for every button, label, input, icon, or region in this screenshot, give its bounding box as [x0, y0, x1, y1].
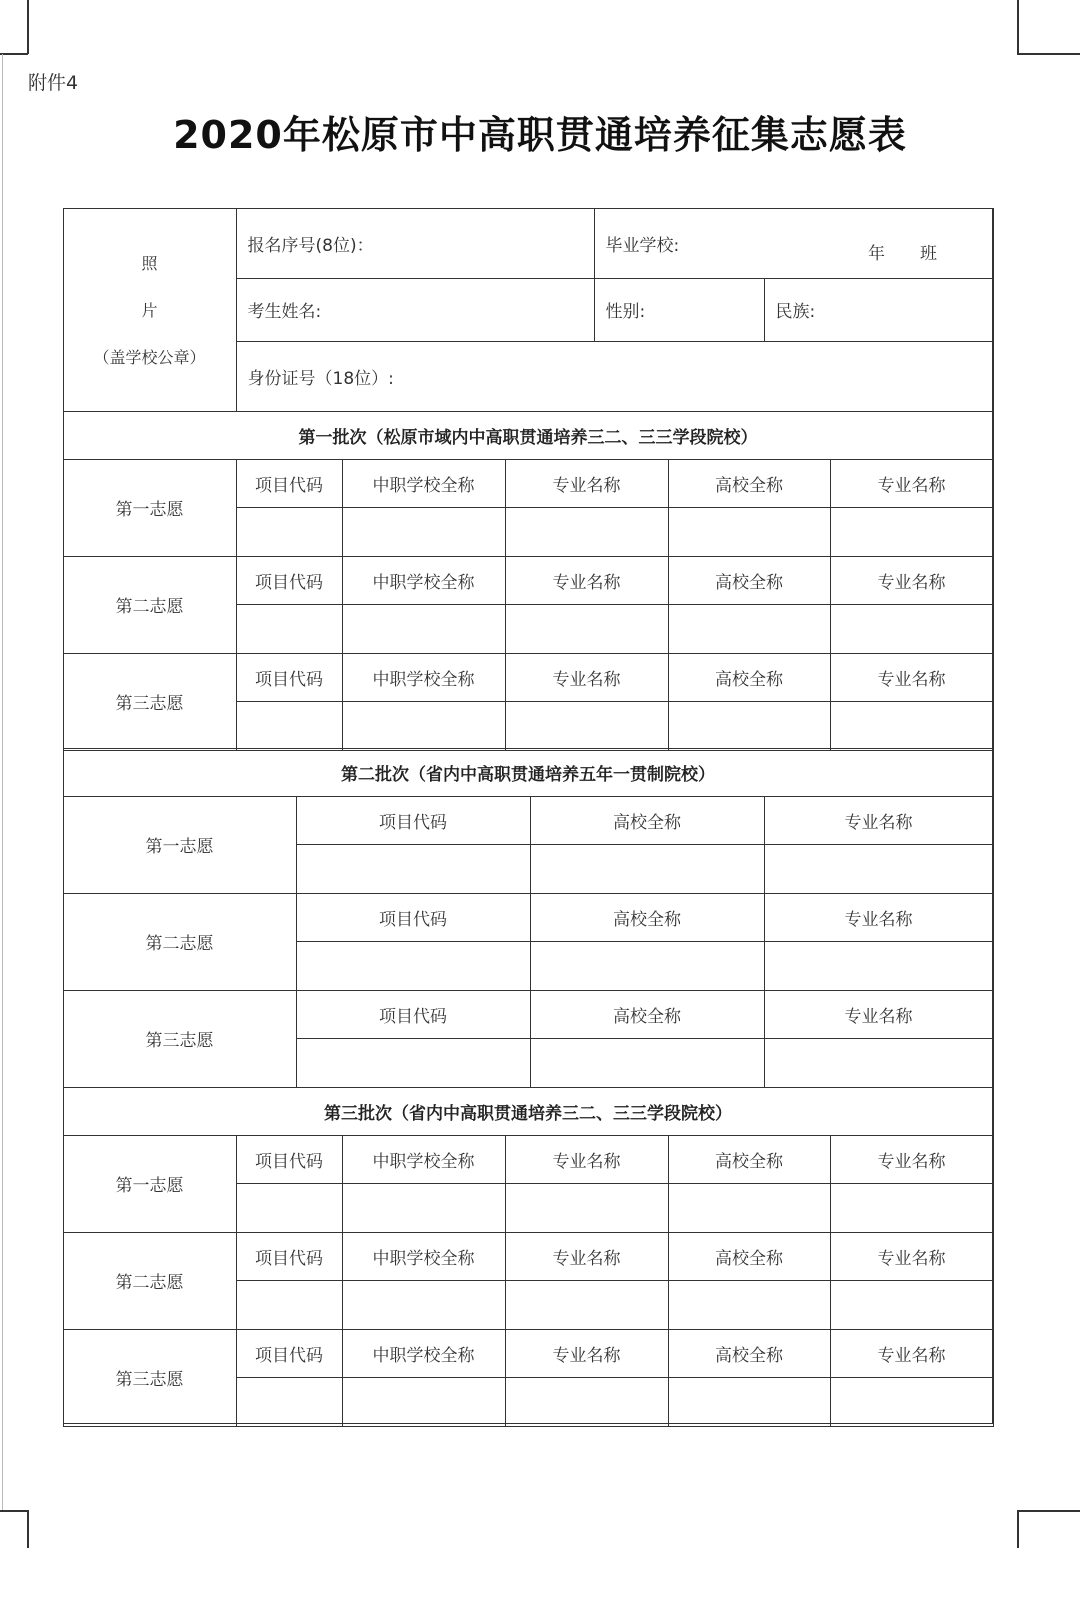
photo-area — [63, 208, 237, 412]
column-header: 高校全称 — [668, 1329, 831, 1378]
crop-mark-top-right — [1017, 0, 1019, 54]
year-label: 年 — [868, 244, 885, 264]
column-header: 高校全称 — [668, 1232, 831, 1281]
input-cell[interactable] — [830, 1183, 994, 1233]
input-cell[interactable] — [296, 941, 531, 991]
wish-label: 第三志愿 — [63, 653, 237, 751]
column-header: 高校全称 — [668, 653, 831, 702]
input-cell[interactable] — [505, 604, 669, 654]
input-cell[interactable] — [236, 701, 343, 751]
column-header: 项目代码 — [296, 990, 531, 1039]
grad-school-field[interactable]: 毕业学校: — [594, 208, 994, 279]
crop-mark-bottom-left — [27, 1510, 29, 1548]
wish-label: 第一志愿 — [63, 459, 237, 557]
crop-mark-top-left — [0, 53, 28, 55]
column-header: 中职学校全称 — [342, 459, 506, 508]
column-header: 中职学校全称 — [342, 1232, 506, 1281]
wish-label: 第三志愿 — [63, 1329, 237, 1427]
column-header: 专业名称 — [830, 459, 994, 508]
ethnicity-field[interactable]: 民族: — [764, 278, 994, 342]
column-header: 专业名称 — [505, 1329, 669, 1378]
input-cell[interactable] — [342, 1280, 506, 1330]
column-header: 专业名称 — [505, 459, 669, 508]
batch-title: 第二批次（省内中高职贯通培养五年一贯制院校） — [63, 748, 994, 797]
input-cell[interactable] — [830, 507, 994, 557]
input-cell[interactable] — [342, 507, 506, 557]
input-cell[interactable] — [830, 1280, 994, 1330]
input-cell[interactable] — [236, 507, 343, 557]
crop-mark-bottom-left — [0, 1510, 28, 1512]
column-header: 高校全称 — [668, 1135, 831, 1184]
batch-title: 第一批次（松原市域内中高职贯通培养三二、三三学段院校） — [63, 411, 994, 460]
column-header: 专业名称 — [505, 653, 669, 702]
crop-mark-top-right — [1017, 53, 1080, 55]
input-cell[interactable] — [236, 1280, 343, 1330]
column-header: 高校全称 — [668, 556, 831, 605]
column-header: 项目代码 — [236, 1135, 343, 1184]
column-header: 项目代码 — [236, 1329, 343, 1378]
column-header: 项目代码 — [236, 653, 343, 702]
reg-number-field[interactable]: 报名序号(8位)： — [236, 208, 595, 279]
input-cell[interactable] — [342, 604, 506, 654]
column-header: 专业名称 — [764, 893, 994, 942]
column-header: 专业名称 — [830, 1135, 994, 1184]
wish-label: 第一志愿 — [63, 1135, 237, 1233]
column-header: 专业名称 — [505, 556, 669, 605]
column-header: 专业名称 — [830, 1232, 994, 1281]
input-cell[interactable] — [296, 844, 531, 894]
column-header: 中职学校全称 — [342, 1329, 506, 1378]
gender-field[interactable]: 性别: — [594, 278, 765, 342]
input-cell[interactable] — [342, 1183, 506, 1233]
wish-label: 第二志愿 — [63, 893, 297, 991]
crop-mark-top-left — [27, 0, 29, 54]
input-cell[interactable] — [505, 1183, 669, 1233]
attachment-label: 附件4 — [28, 72, 79, 94]
batch-title: 第三批次（省内中高职贯通培养三二、三三学段院校） — [63, 1087, 994, 1136]
wish-label: 第二志愿 — [63, 556, 237, 654]
column-header: 专业名称 — [505, 1135, 669, 1184]
photo-label: 照 — [141, 254, 158, 273]
column-header: 专业名称 — [764, 990, 994, 1039]
name-field[interactable]: 考生姓名: — [236, 278, 595, 342]
column-header: 高校全称 — [530, 990, 765, 1039]
column-header: 项目代码 — [236, 556, 343, 605]
crop-mark-bottom-right — [1017, 1510, 1019, 1548]
input-cell[interactable] — [668, 701, 831, 751]
column-header: 专业名称 — [764, 796, 994, 845]
wish-label: 第二志愿 — [63, 1232, 237, 1330]
page-edge — [2, 54, 3, 1510]
column-header: 专业名称 — [830, 653, 994, 702]
input-cell[interactable] — [830, 604, 994, 654]
input-cell[interactable] — [530, 844, 765, 894]
input-cell[interactable] — [236, 604, 343, 654]
class-label: 班 — [920, 244, 937, 264]
column-header: 中职学校全称 — [342, 556, 506, 605]
column-header: 高校全称 — [530, 796, 765, 845]
input-cell[interactable] — [505, 1280, 669, 1330]
crop-mark-bottom-right — [1017, 1510, 1080, 1512]
column-header: 高校全称 — [668, 459, 831, 508]
input-cell[interactable] — [530, 1038, 765, 1088]
input-cell[interactable] — [764, 941, 994, 991]
input-cell[interactable] — [764, 1038, 994, 1088]
input-cell[interactable] — [530, 941, 765, 991]
photo-label: （盖学校公章） — [93, 348, 206, 367]
input-cell[interactable] — [668, 1377, 831, 1427]
column-header: 项目代码 — [236, 459, 343, 508]
input-cell[interactable] — [505, 701, 669, 751]
wish-label: 第一志愿 — [63, 796, 297, 894]
column-header: 中职学校全称 — [342, 653, 506, 702]
column-header: 项目代码 — [236, 1232, 343, 1281]
input-cell[interactable] — [668, 1280, 831, 1330]
column-header: 项目代码 — [296, 893, 531, 942]
input-cell[interactable] — [505, 507, 669, 557]
input-cell[interactable] — [236, 1377, 343, 1427]
column-header: 专业名称 — [830, 1329, 994, 1378]
column-header: 项目代码 — [296, 796, 531, 845]
input-cell[interactable] — [342, 1377, 506, 1427]
photo-label: 片 — [141, 301, 158, 320]
input-cell[interactable] — [830, 701, 994, 751]
input-cell[interactable] — [668, 507, 831, 557]
input-cell[interactable] — [342, 701, 506, 751]
column-header: 专业名称 — [830, 556, 994, 605]
input-cell[interactable] — [236, 1183, 343, 1233]
input-cell[interactable] — [296, 1038, 531, 1088]
input-cell[interactable] — [668, 1183, 831, 1233]
page-title: 2020年松原市中高职贯通培养征集志愿表 — [173, 113, 907, 157]
input-cell[interactable] — [668, 604, 831, 654]
column-header: 专业名称 — [505, 1232, 669, 1281]
input-cell[interactable] — [505, 1377, 669, 1427]
column-header: 中职学校全称 — [342, 1135, 506, 1184]
id-number-field[interactable]: 身份证号（18位）: — [236, 341, 994, 412]
column-header: 高校全称 — [530, 893, 765, 942]
input-cell[interactable] — [830, 1377, 994, 1427]
wish-label: 第三志愿 — [63, 990, 297, 1088]
input-cell[interactable] — [764, 844, 994, 894]
